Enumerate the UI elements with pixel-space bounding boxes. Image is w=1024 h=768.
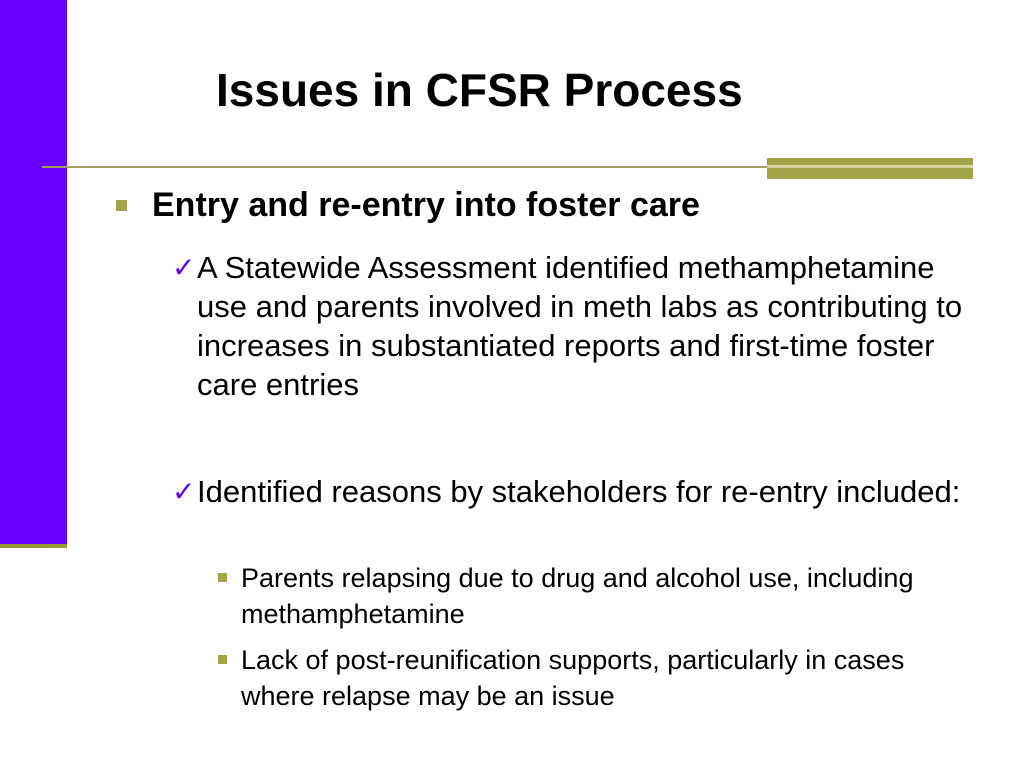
left-bar-rule [0,544,67,548]
sub-bullet-text: A Statewide Assessment identified methamphetamine use and parents involved in meth labs as contributing to increases in substantiated reports and first-time foster care entries [197,250,963,402]
checkmark-icon: ✓ [172,251,196,284]
slide-title: Issues in CFSR Process [216,64,743,116]
title-divider-accent-stripe [767,165,973,168]
main-bullet-text: Entry and re-entry into foster care [152,186,700,224]
sub-sub-bullet-text: Parents relapsing due to drug and alcohol use, including methamphetamine [241,563,914,629]
sub-bullet-item [172,248,972,404]
square-bullet-icon [218,573,227,582]
title-divider-accent [767,158,973,179]
sub-sub-bullet-item [218,642,978,714]
square-bullet-icon [218,655,227,664]
checkmark-icon: ✓ [172,475,196,508]
main-bullet-item [116,184,976,226]
square-bullet-icon [116,200,127,211]
left-accent-bar [0,0,67,546]
sub-sub-bullet-text: Lack of post-reunification supports, particularly in cases where relapse may be an issue [241,645,905,711]
sub-sub-bullet-item [218,560,978,632]
sub-bullet-text: Identified reasons by stakeholders for re-entry included: [197,474,961,509]
sub-bullet-item [172,472,972,511]
